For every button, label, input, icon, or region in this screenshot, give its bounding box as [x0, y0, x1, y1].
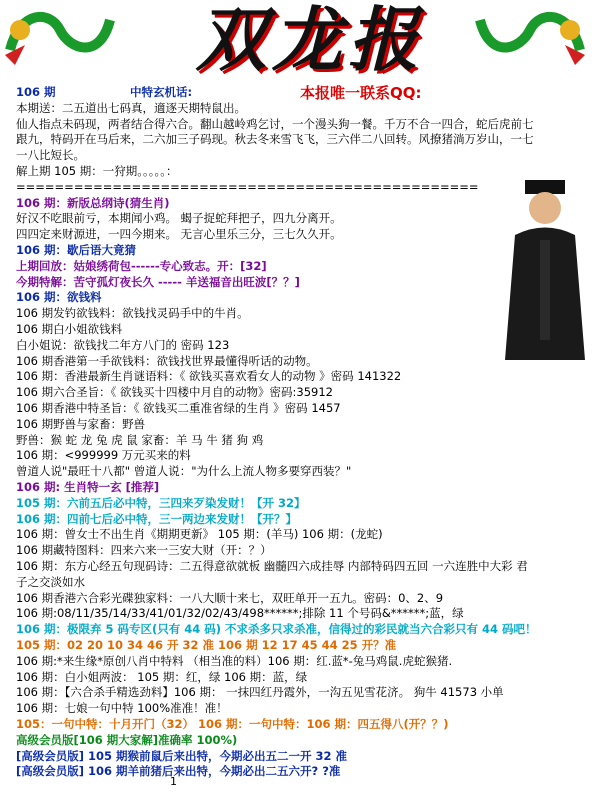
text-line: 106 期:08/11/35/14/33/41/01/32/02/43/498******;排除 11 个号码&******;蓝，绿: [16, 606, 464, 621]
text-line: 仙人指点未码现，两者结合得六合。翻山越岭鸡乞讨，一个漫头狗一餐。千万不合一四合，蛇后虎前七: [16, 116, 534, 131]
text-line: 上期回放：姑娘绣荷包------专心致志。开：[32]: [16, 258, 267, 273]
text-line: 105 期：02 20 10 34 46 开 32 准 106 期 12 17 45 44 25 开？准: [16, 638, 397, 652]
text-line: 106 期：欲钱料: [16, 290, 102, 305]
text-line: [高级会员版] 106 期羊前猪后来出特，今期必出二五六开? ?准: [16, 764, 341, 779]
text-line: 106 期发钓欲钱料：欲钱找灵码手中的牛肖。: [16, 306, 249, 321]
text-line: 106 期香港六合彩光碟独家料：一八大顺十来七，双旺单开一五九。密码：0、2、9: [16, 590, 444, 605]
text-line: 106 期：白小姐两波： 105 期：红，绿 106 期：蓝，绿: [16, 669, 308, 684]
text-line: 106 期：曾女士不出生肖《期期更新》 105 期：(羊马) 106 期：(龙蛇): [16, 527, 383, 542]
text-line: 106 期六合圣旨：《 欲钱买十四楼中月自的动物》密码:35912: [16, 385, 333, 400]
text-line: 106 期：四前七后必中特，三一两边来发财！【开？】: [16, 511, 298, 526]
text-line: ================================================: [16, 179, 479, 194]
text-line: 106 期藏特图料：四来六来一三安大财（开：？）: [16, 543, 272, 558]
dragon-right-image: [470, 0, 590, 70]
text-line: 106 期：新版总纲诗(猜生肖): [16, 195, 170, 210]
text-line: 高级会员版[106 期大家解]准确率 100%): [16, 732, 238, 747]
text-line: 106 期香港中特圣旨：《 欲钱买二重准省绿的生肖 》密码 1457: [16, 401, 341, 415]
text-line: 105 期：六前五后必中特，三四来歹染发财！【开 32】: [16, 495, 306, 510]
text-line: 白小姐说：欲钱找二年方八门的 密码 123: [16, 337, 230, 352]
text-line: 106 期：七娘一句中特 100%准准！准！: [16, 701, 228, 716]
text-line: 106 期野兽与家畜：野兽: [16, 416, 146, 431]
page-title: 双龙报: [196, 0, 424, 81]
text-line: 106 期：香港最新生肖谜语料：《 欲钱买喜欢看女人的动物 》密码 141322: [16, 369, 402, 384]
person-photo: [500, 180, 590, 360]
dragon-left-image: [0, 0, 120, 70]
text-line: 106 期：【六合杀手精选劲料】106 期： 一抹四红丹霞外，一沟五见雪花济。 狗牛 41573 小单: [16, 685, 504, 700]
text-line: 跟九，特码开在马后来，二六加三子码现。秋去冬来雪飞飞，三六伴二八回转。风撩猪淌万岁山，一七: [16, 132, 534, 147]
text-line: 今期特解：苦守孤灯夜长久 ----- 羊送福音出旺波[？？]: [16, 274, 300, 289]
text-line: 106 期:*来生缘*原创八肖中特料 （相当准的料）106 期：红.蓝*-兔马鸡鼠.虎蛇猴猪.: [16, 653, 453, 668]
text-line: 106 期香港第一手欲钱料：欲钱找世界最懂得听话的动物。: [16, 353, 318, 368]
text-line: 106 期：歇后语大竟猜: [16, 243, 137, 257]
text-line: 野兽：猴 蛇 龙 兔 虎 鼠 家畜：羊 马 牛 猪 狗 鸡: [16, 432, 264, 447]
text-line: 子之交淡如水: [16, 574, 85, 589]
text-line: 106 期: [16, 85, 56, 99]
text-line: 106 期：极限弃 5 码专区(只有 44 码) 不求杀多只求杀准，信得过的彩民就当六合彩只有 44 码吧！: [16, 622, 537, 637]
text-line: 106 期：东方心经五句现码诗：二五得意欲就板 幽髓四六成挂辱 内部特码四五回 一六连胜中大彩 君: [16, 559, 528, 573]
text-line: 四四定来财源进，一四今期来。 无言心里乐三分，三七久久开。: [16, 227, 342, 242]
contact-qq: 本报唯一联系QQ:: [300, 84, 422, 102]
text-line: 本期送：二五道出七码真，適逐天期特鼠出。: [16, 100, 246, 115]
text-line: [高级会员版] 105 期猴前鼠后来出特，今期必出五二一开 32 准: [16, 748, 348, 763]
text-line: 好汉不吃眼前亏，本期闻小鸡。 蝎子捉蛇拜把子，四九分离开。: [16, 211, 342, 226]
page-mark: 1: [170, 775, 177, 788]
text-line: 曾道人说"最旺十八都" 曾道人说："为什么上流人物多要穿西装？": [16, 464, 352, 479]
text-line: 106 期白小姐欲钱料: [16, 322, 123, 336]
text-line: 解上期 105 期：一狩期。。。。。：: [16, 164, 178, 178]
text-line: 中特玄机话:: [130, 85, 193, 99]
text-line: 一八比短长。: [16, 148, 85, 163]
text-line: 106 期: 生肖特一玄 [推荐]: [16, 480, 160, 494]
text-line: 106 期：<999999 万元买来的料: [16, 448, 191, 463]
text-line: 105：一句中特：十月开门（32） 106 期：一句中特：106 期：四五得八(开？？): [16, 717, 449, 731]
